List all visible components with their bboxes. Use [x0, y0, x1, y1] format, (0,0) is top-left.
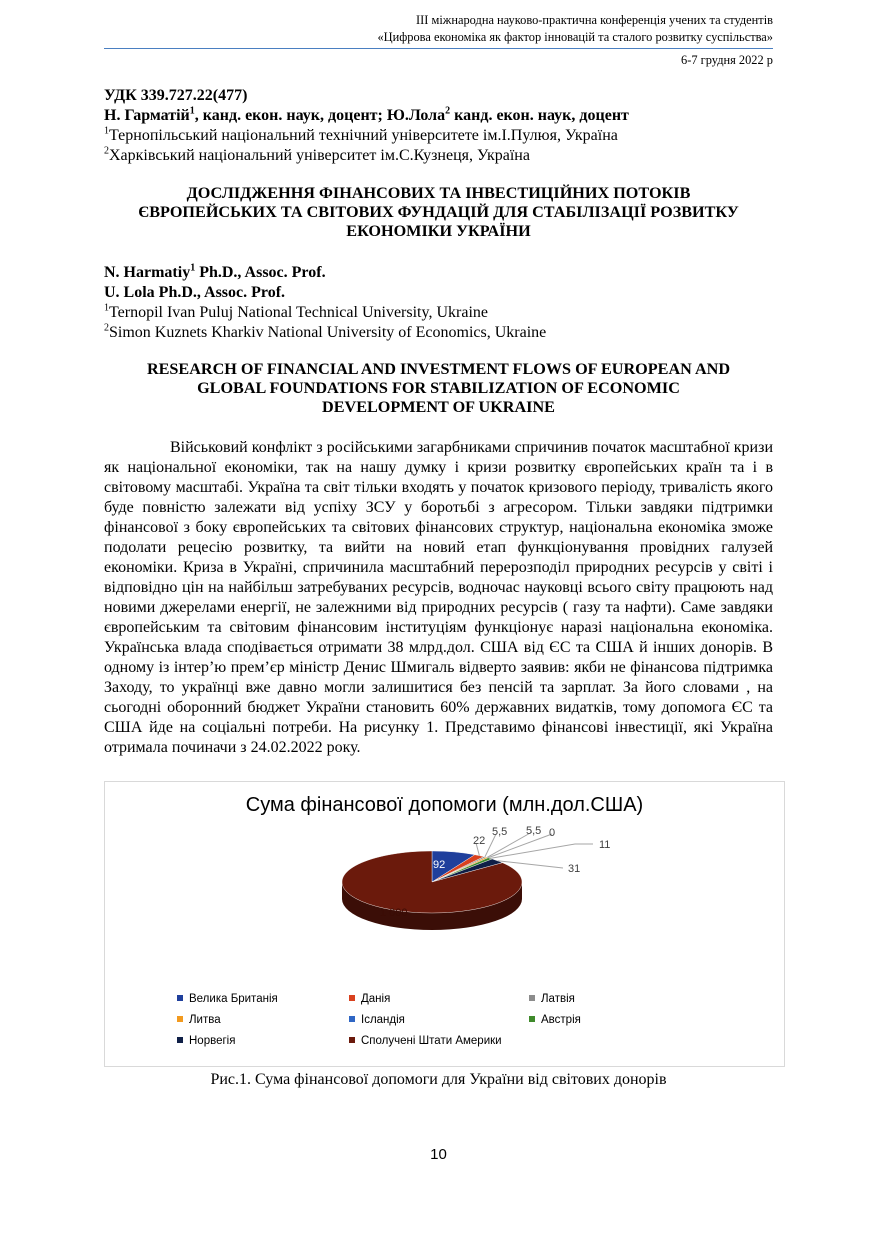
legend-item — [177, 1014, 221, 1026]
author-2-en: U. Lola Ph.D., Assoc. Prof. — [104, 284, 286, 301]
legend-item — [349, 1014, 405, 1026]
author-1-degree-ua: , канд. екон. наук, доцент; Ю.Лола — [194, 107, 446, 124]
affiliation-text: Тернопільський національний технічний університете ім.І.Пулюя, Україна — [109, 127, 618, 144]
affiliation-mark: 1 — [104, 302, 109, 314]
conference-title: III міжнародна науково-практична конференція учених та студентів — [416, 13, 773, 27]
title-ua-line: ЕКОНОМІКИ УКРАЇНИ — [346, 222, 531, 240]
author-1-name-ua: Н. Гарматій — [104, 107, 190, 124]
legend-swatch — [529, 995, 535, 1001]
legend-swatch — [177, 995, 183, 1001]
author-2-degree-ua: канд. екон. наук, доцент — [450, 107, 629, 124]
udc-code: УДК 339.727.22(477) — [104, 87, 248, 104]
pie-chart — [104, 781, 785, 1067]
legend-label: Велика Британія — [189, 993, 278, 1005]
title-en-line: GLOBAL FOUNDATIONS FOR STABILIZATION OF ECONOMIC — [197, 379, 680, 397]
body-text — [104, 438, 773, 758]
affiliation-mark: 2 — [104, 145, 109, 157]
title-en-line: RESEARCH OF FINANCIAL AND INVESTMENT FLOWS OF EUROPEAN AND — [146, 360, 731, 378]
legend-label: Австрія — [541, 1014, 581, 1026]
legend-swatch — [349, 1037, 355, 1043]
legend-swatch — [349, 995, 355, 1001]
page-number: 10 — [430, 1146, 447, 1163]
author-1-name-en: N. Harmatiy — [104, 264, 191, 281]
affiliation-mark: 1 — [104, 125, 109, 137]
legend-swatch — [529, 1016, 535, 1022]
affiliation-text: Харківський національний університет ім.С.Кузнеця, Україна — [109, 147, 530, 164]
figure-caption: Рис.1. Сума фінансової допомоги для України від світових донорів — [210, 1071, 667, 1088]
title-en-line: DEVELOPMENT OF UKRAINE — [322, 398, 555, 416]
author-1-mark-en: 1 — [190, 262, 196, 274]
author-1-mark-ua: 1 — [189, 105, 195, 117]
data-label: 1 000 — [380, 907, 408, 919]
title-en — [104, 360, 773, 417]
affiliation-ua-2 — [104, 146, 530, 165]
affiliation-text: Simon Kuznets Kharkiv National University of Economics, Ukraine — [109, 324, 547, 341]
data-label: 22 — [473, 835, 486, 847]
data-label: 5,5 — [526, 825, 542, 837]
data-label: 92 — [433, 859, 446, 871]
legend-swatch — [177, 1016, 183, 1022]
chart-title: Сума фінансової допомоги (млн.дол.США) — [245, 794, 644, 816]
data-label: 0 — [549, 827, 556, 839]
legend-item — [177, 1035, 235, 1047]
title-ua-line: ДОСЛІДЖЕННЯ ФІНАНСОВИХ ТА ІНВЕСТИЦІЙНИХ ПОТОКІВ — [186, 184, 691, 202]
data-label: 5,5 — [492, 826, 508, 838]
title-ua — [104, 184, 773, 241]
legend-label: Латвія — [541, 993, 575, 1005]
legend-label: Ісландія — [361, 1014, 405, 1026]
legend-item — [177, 993, 278, 1005]
affiliation-en-2 — [104, 323, 546, 342]
legend-item — [349, 1035, 502, 1047]
header-rule — [104, 48, 773, 49]
body-paragraph: Військовий конфлікт з російськими загарбниками спричинив початок масштабної кризи як національної економіки, так на нашу думку і кризи розвитку європейських країн та і в світовому масштабі. Україна та світ тільки входять у початок кризового періоду, тривалість якого буде повністю залежати від успіху ЗСУ у боротьбі з агресором. Тільки завдяки підтримки фінансової з боку європейських та світових фінансових структур, національна економіка зможе подолати рецесію розвитку, та вийти на новий етап функціонування провідних галузей економіки. Криза в Україні, спричинила масштабний перерозподіл природних ресурсів у світі і відповідно цін на найбільш затребуваних ресурсів, водночас науковці всього світу працюють над новими джерелами енергії, не залежними від природних ресурсів ( газу та нафти). Саме завдяки європейським та світовим фінансовим інституціям функціонує наразі національна економіка. Українська влада сподівається отримати 38 млрд.дол. США від ЄС та США й інших донорів. В одному із інтер’ю прем’єр міністр Денис Шмигаль відверто заявив: якби не фінансова підтримка Заходу, то українці вже давно могли залишитися без пенсій та зарплат. За його словами , на сьогодні оборонний бюджет України становить 60% державних видатків, тому допомога ЄС та США йде на соціальні потреби. На рисунку 1. Представимо фінансові інвестиції, які Україна отримала починачи з 24.02.2022 року. — [104, 439, 773, 756]
conference-date: 6-7 грудня 2022 р — [681, 53, 773, 67]
author-1-degree-en: Ph.D., Assoc. Prof. — [195, 264, 326, 281]
legend-swatch — [349, 1016, 355, 1022]
author-1-en — [104, 263, 326, 282]
legend-label: Норвегія — [189, 1035, 236, 1047]
title-ua-line: ЄВРОПЕЙСЬКИХ ТА СВІТОВИХ ФУНДАЦІЙ ДЛЯ СТАБІЛІЗАЦІЇ РОЗВИТКУ — [138, 203, 739, 221]
affiliation-ua-1 — [104, 126, 618, 145]
legend-label: Литва — [189, 1014, 221, 1026]
conference-theme: «Цифрова економіка як фактор інновацій та сталого розвитку суспільства» — [377, 30, 773, 44]
affiliation-en-1 — [104, 303, 488, 322]
legend-label: Данія — [361, 993, 391, 1005]
legend-item — [529, 993, 575, 1005]
authors-ua — [104, 106, 629, 125]
legend-item — [349, 993, 390, 1005]
legend-item — [529, 1014, 581, 1026]
affiliation-text: Ternopil Ivan Puluj National Technical University, Ukraine — [109, 304, 488, 321]
data-label: 31 — [568, 863, 581, 875]
data-label: 11 — [599, 839, 611, 851]
author-2-mark-ua: 2 — [445, 105, 451, 117]
affiliation-mark: 2 — [104, 322, 109, 334]
legend-label: Сполучені Штати Америки — [361, 1035, 502, 1047]
legend-swatch — [177, 1037, 183, 1043]
